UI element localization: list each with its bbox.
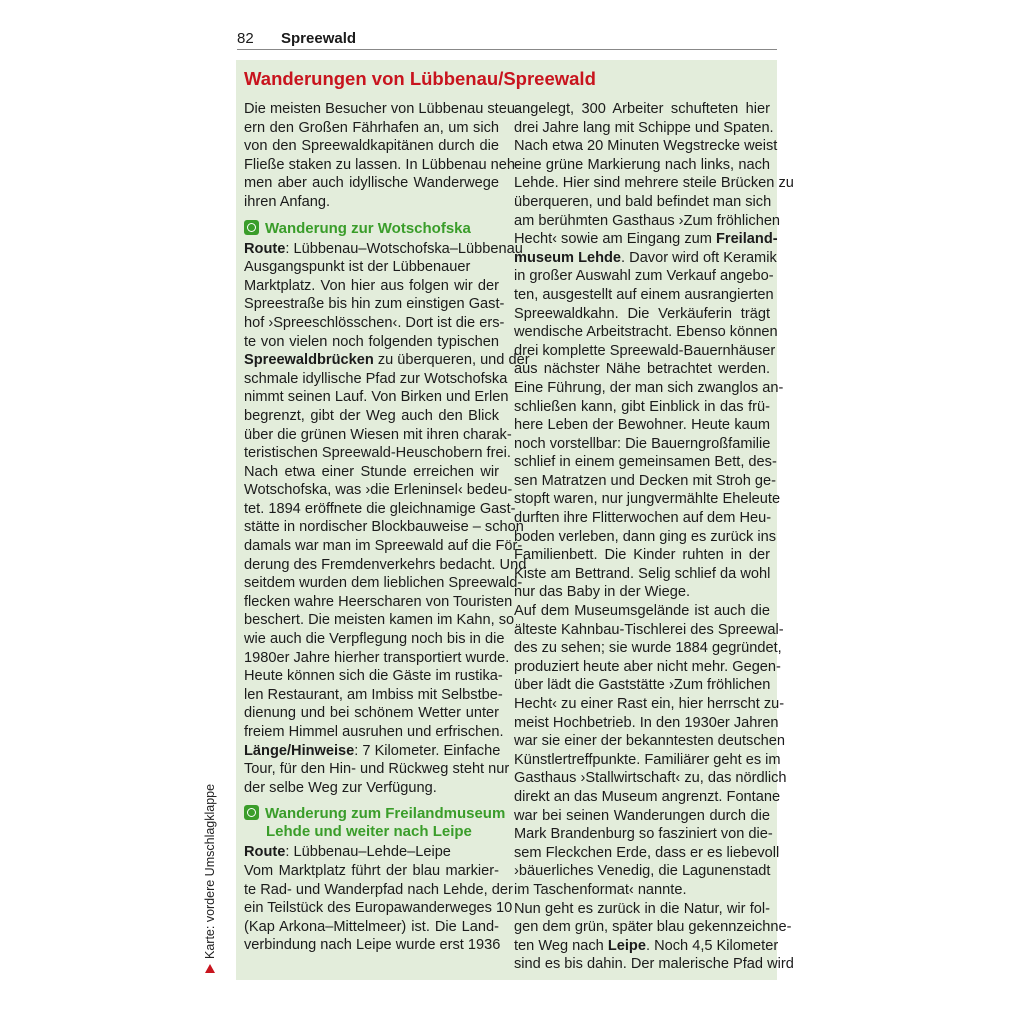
- page-number: 82: [237, 30, 254, 47]
- text-line: schließen kann, gibt Einblick in das frü-: [514, 398, 770, 415]
- text-line: am berühmten Gasthaus ›Zum fröhlichen: [514, 212, 781, 229]
- text-line: Hecht‹ zu einer Rast ein, hier herrscht zu-: [514, 696, 785, 712]
- text-line: über die grünen Wiesen mit ihren charak-: [244, 426, 512, 443]
- text-line: te von vielen noch folgenden typischen: [244, 333, 499, 350]
- hike1-text-b: [244, 370, 527, 742]
- text-line: Familienbett. Die Kinder ruhten in der: [514, 547, 770, 564]
- text-line: wendische Arbeitstracht. Ebenso können: [514, 324, 778, 341]
- text-line: ›bäuerliches Venedig, die Lagunenstadt: [514, 863, 771, 880]
- text-line: Wotschofska, was ›die Erleninsel‹ bedeu-: [244, 482, 513, 499]
- text-line: Vom Marktplatz führt der blau markier-: [244, 862, 499, 879]
- right-text-a: [514, 100, 794, 230]
- text-line: te Rad- und Wanderpfad nach Lehde, der: [244, 881, 513, 898]
- text-line: Spreestraße bis hin zum einstigen Gast-: [244, 296, 505, 313]
- running-title: Spreewald: [281, 30, 357, 47]
- hiking-info-box: [236, 60, 794, 980]
- text-line: aus nächster Nähe betrachtet werden.: [514, 361, 770, 378]
- hike1-heading: [244, 219, 499, 239]
- text-line: war sie einer der bekanntesten deutschen: [514, 733, 785, 750]
- triangle-marker-icon: [205, 964, 215, 973]
- text-line: schlief in einem gemeinsamen Bett, des-: [514, 454, 777, 471]
- hike2-title-line1: Wanderung zum Freilandmuseum: [265, 805, 506, 823]
- text-line: durften ihre Flitterwochen auf dem Heu-: [514, 510, 772, 527]
- text-line: ein Teilstück des Europawanderweges 10: [244, 900, 513, 917]
- text-line: älteste Kahnbau-Tischlerei des Spreewal-: [514, 621, 784, 638]
- hike2-title-line2: Lehde und weiter nach Leipe: [266, 823, 472, 841]
- text-line: men aber auch idyllische Wanderwege: [244, 175, 499, 192]
- text-line: Spreewaldkahn. Die Verkäuferin trägt: [514, 305, 770, 322]
- text-line: freiem Himmel ausruhen und erfrischen.: [244, 724, 504, 740]
- right-column: [514, 100, 794, 974]
- text-line: tet. 1894 eröffnete die gleichnamige Gast-: [244, 500, 516, 517]
- text-line: drei Jahre lang mit Schippe und Spaten.: [514, 119, 774, 136]
- text-line: begrenzt, gibt der Weg auch den Blick: [244, 407, 499, 424]
- page-header: [237, 29, 777, 50]
- right-text-b: [514, 267, 792, 936]
- text-line: here Leben der Bewohner. Heute kaum: [514, 417, 770, 434]
- text-line: noch vorstellbar: Die Bauerngroßfamilie: [514, 435, 771, 452]
- text-line: sen Matratzen und Decken mit Stroh ge-: [514, 472, 777, 489]
- text-line: angelegt, 300 Arbeiter schufteten hier: [514, 101, 770, 117]
- text-line: war bei seinen Wanderungen durch die: [514, 807, 770, 824]
- hiking-icon: [244, 805, 259, 820]
- text-line: ten, ausgestellt auf einem ausrangierten: [514, 286, 774, 303]
- text-line: ern den Großen Fährhafen an, um sich: [244, 119, 499, 136]
- text-line: eine grüne Markierung nach links, nach: [514, 156, 770, 173]
- text-line: teristischen Spreewald-Heuschobern frei.: [244, 445, 511, 462]
- text-line: boden verleben, dann ging es zurück ins: [514, 528, 777, 545]
- text-line: stätte in nordischer Blockbauweise – schon: [244, 519, 524, 536]
- text-line: Marktplatz. Von hier aus folgen wir der: [244, 277, 499, 294]
- text-line: gen dem grün, später blau gekennzeichne-: [514, 919, 792, 936]
- text-line: ihren Anfang.: [244, 193, 331, 210]
- text-line: über lädt die Gaststätte ›Zum fröhlichen: [514, 677, 771, 694]
- text-line: schmale idyllische Pfad zur Wotschofska: [244, 370, 508, 387]
- text-line: Eine Führung, der man sich zwanglos an-: [514, 379, 784, 396]
- text-line: Gasthaus ›Stallwirtschaft‹ zu, das nördlich: [514, 770, 787, 787]
- text-line: im Taschenformat‹ nannte.: [514, 881, 687, 898]
- text-line: Fließe staken zu lassen. In Lübbenau neh-: [244, 156, 520, 173]
- map-reference-note: Karte: vordere Umschlagklappe: [203, 784, 217, 973]
- hecht-line: Hecht‹ sowie am Eingang zum Freiland-: [514, 231, 778, 248]
- hike1-text-a: [244, 258, 505, 351]
- text-line: der selbe Weg zur Verfügung.: [244, 779, 437, 796]
- hike2-text: [244, 862, 513, 955]
- text-line: in großer Auswahl zum Verkauf angebo-: [514, 268, 774, 285]
- text-line: Tour, für den Hin- und Rückweg steht nur: [244, 761, 510, 778]
- hike1-title: Wanderung zur Wotschofska: [265, 219, 471, 237]
- text-line: nur das Baby in der Wiege.: [514, 584, 691, 601]
- text-line: produziert heute aber nicht mehr. Gegen-: [514, 658, 781, 675]
- text-line: dienung und bei schönem Wetter unter: [244, 705, 499, 722]
- hiking-icon: [244, 220, 259, 235]
- museum-line: museum Lehde. Davor wird oft Keramik: [514, 249, 777, 266]
- text-line: len Restaurant, am Imbiss mit Selbstbe-: [244, 686, 503, 703]
- text-line: Lehde. Hier sind mehrere steile Brücken zu: [514, 175, 794, 192]
- text-line: Künstlertreffpunkte. Familiärer geht es im: [514, 751, 781, 768]
- text-line: hof ›Spreeschlösschen‹. Dort ist die ers-: [244, 314, 505, 331]
- hike1-route: Route: Lübbenau–Wotschofska–Lübbenau: [244, 240, 523, 257]
- text-line: Nach etwa einer Stunde erreichen wir: [244, 463, 499, 480]
- text-line: Nach etwa 20 Minuten Wegstrecke weist: [514, 138, 778, 155]
- text-line: Kiste am Bettrand. Selig schlief da wohl: [514, 565, 771, 582]
- text-line: direkt an das Museum angrenzt. Fontane: [514, 788, 781, 805]
- hike1-text-c: [244, 760, 510, 797]
- leipe-line: ten Weg nach Leipe. Noch 4,5 Kilometer: [514, 937, 779, 954]
- text-line: von den Spreewaldkapitänen durch die: [244, 138, 499, 155]
- text-line: Die meisten Besucher von Lübbenau steu-: [244, 101, 520, 117]
- text-line: damals war man im Spreewald auf die För-: [244, 538, 523, 555]
- text-line: seitdem wurden dem lieblichen Spreewald-: [244, 575, 523, 592]
- box-title: Wanderungen von Lübbenau/Spreewald: [244, 68, 596, 89]
- intro-paragraph: [244, 100, 520, 212]
- hike1-bridge-line: Spreewaldbrücken zu überqueren, und der: [244, 352, 530, 369]
- text-line: überqueren, und bald befindet man sich: [514, 193, 772, 210]
- text-line: (Kap Arkona–Mittelmeer) ist. Die Land-: [244, 918, 499, 935]
- text-line: meist Hochbetrieb. In den 1930er Jahren: [514, 714, 779, 731]
- text-line: Heute können sich die Gäste im rustika-: [244, 668, 503, 685]
- text-line: des zu sehen; sie wurde 1884 gegründet,: [514, 640, 782, 657]
- text-line: derung des Fremdenverkehrs bedacht. Und: [244, 556, 527, 573]
- text-line: verbindung nach Leipe wurde erst 1936: [244, 937, 501, 954]
- text-line: nimmt seinen Lauf. Von Birken und Erlen: [244, 389, 509, 406]
- text-line: sem Fleckchen Erde, dass er es liebevoll: [514, 844, 780, 861]
- hike2-heading: [244, 804, 506, 824]
- hike1-length: Länge/Hinweise: 7 Kilometer. Einfache: [244, 742, 501, 759]
- last-line: sind es bis dahin. Der malerische Pfad wird: [514, 956, 794, 973]
- hike2-route: Route: Lübbenau–Lehde–Leipe: [244, 844, 451, 861]
- text-line: Ausgangspunkt ist der Lübbenauer: [244, 259, 471, 276]
- text-line: stopft waren, nur jungvermählte Eheleute: [514, 491, 781, 508]
- text-line: wie auch die Verpflegung noch bis in die: [244, 631, 505, 648]
- text-line: Mark Brandenburg so fasziniert von die-: [514, 826, 773, 843]
- text-line: drei komplette Spreewald-Bauernhäuser: [514, 342, 776, 359]
- text-line: Auf dem Museumsgelände ist auch die: [514, 603, 770, 620]
- text-line: beschert. Die meisten kamen im Kahn, so: [244, 612, 515, 629]
- left-column: [244, 100, 530, 955]
- text-line: flecken wahre Heerscharen von Touristen: [244, 593, 513, 610]
- text-line: Nun geht es zurück in die Natur, wir fol-: [514, 900, 770, 917]
- text-line: 1980er Jahre hierher transportiert wurde.: [244, 649, 510, 666]
